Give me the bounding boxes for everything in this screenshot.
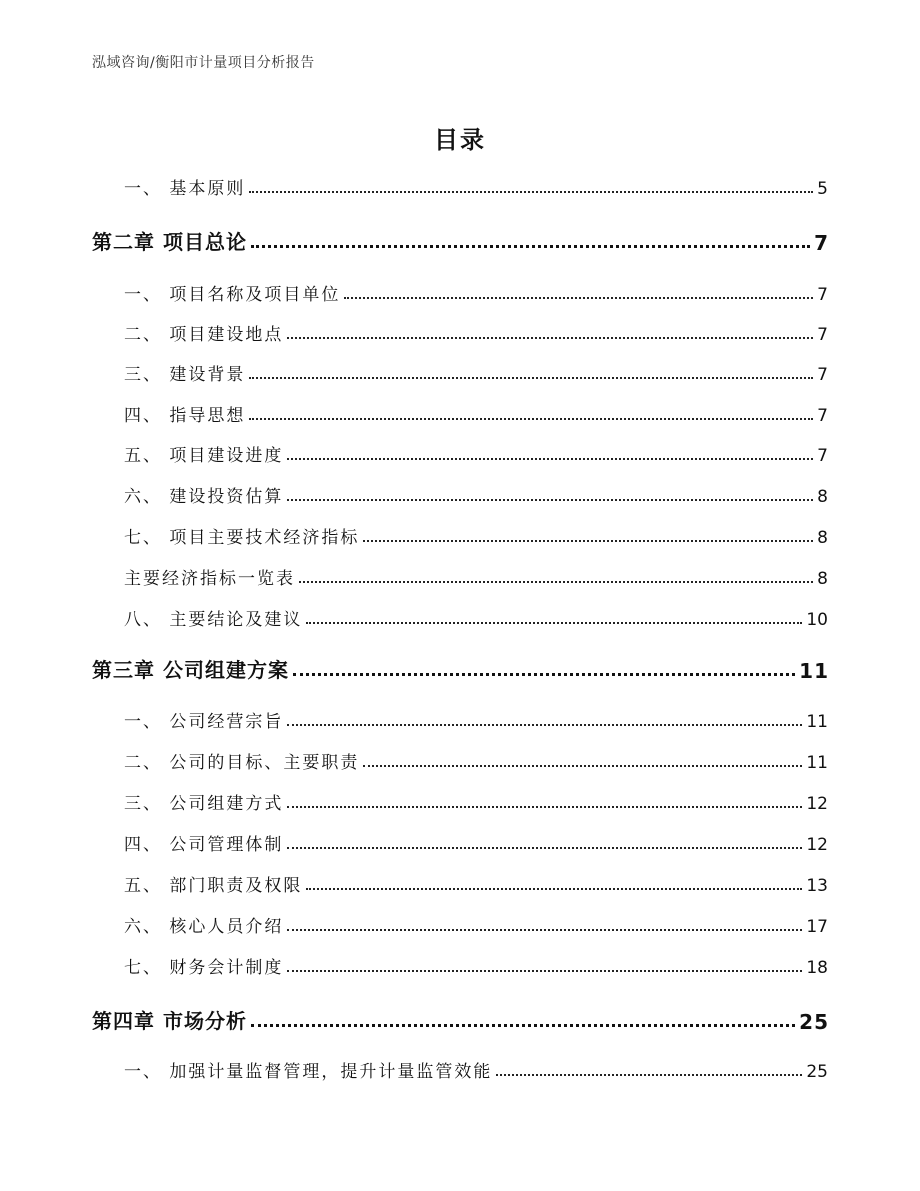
toc-entry-page: 7 — [817, 365, 828, 385]
toc-entry-page: 12 — [806, 835, 828, 855]
toc-leader-dots — [249, 418, 813, 420]
toc-entry-label: 五、 项目建设进度 — [124, 446, 284, 466]
toc-chapter-entry[interactable] — [92, 1005, 829, 1034]
toc-entry[interactable] — [124, 789, 828, 814]
toc-entry-label: 第三章 公司组建方案 — [92, 658, 289, 682]
toc-entry-label: 二、 公司的目标、主要职责 — [124, 753, 360, 773]
toc-entry-page: 8 — [817, 487, 828, 507]
toc-entry-label: 一、 加强计量监督管理，提升计量监管效能 — [124, 1062, 493, 1082]
toc-leader-dots — [287, 724, 802, 726]
toc-entry[interactable] — [124, 360, 828, 385]
toc-leader-dots — [299, 581, 813, 583]
toc-entry-label: 三、 建设背景 — [124, 365, 246, 385]
toc-leader-dots — [496, 1074, 802, 1076]
toc-leader-dots — [287, 847, 802, 849]
toc-entry-label: 第二章 项目总论 — [92, 230, 247, 254]
toc-entry-label: 一、 公司经营宗旨 — [124, 712, 284, 732]
toc-entry-page: 11 — [806, 712, 828, 732]
toc-entry-page: 17 — [806, 917, 828, 937]
toc-entry-page: 7 — [817, 285, 828, 305]
toc-entry[interactable] — [124, 401, 828, 426]
toc-leader-dots — [293, 673, 795, 676]
toc-leader-dots — [249, 377, 813, 379]
toc-entry-label: 七、 项目主要技术经济指标 — [124, 528, 360, 548]
toc-leader-dots — [287, 337, 813, 339]
toc-leader-dots — [287, 806, 802, 808]
toc-entry-page: 11 — [799, 659, 829, 683]
toc-entry-page: 7 — [817, 446, 828, 466]
toc-leader-dots — [287, 970, 802, 972]
toc-title: 目录 — [434, 126, 486, 154]
toc-entry-page: 12 — [806, 794, 828, 814]
toc-entry[interactable] — [124, 953, 828, 978]
toc-entry-label: 八、 主要结论及建议 — [124, 610, 303, 630]
toc-entry-label: 第四章 市场分析 — [92, 1009, 247, 1033]
toc-entry-label: 三、 公司组建方式 — [124, 794, 284, 814]
toc-leader-dots — [251, 1024, 795, 1027]
toc-entry[interactable] — [124, 748, 828, 773]
toc-entry-page: 5 — [817, 179, 828, 199]
toc-entry-page: 8 — [817, 569, 828, 589]
toc-chapter-entry[interactable] — [92, 654, 829, 683]
toc-entry[interactable] — [124, 280, 828, 305]
toc-leader-dots — [363, 540, 813, 542]
toc-entry-page: 25 — [799, 1010, 829, 1034]
toc-entry[interactable] — [124, 320, 828, 345]
toc-entry-label: 四、 公司管理体制 — [124, 835, 284, 855]
toc-entry-label: 七、 财务会计制度 — [124, 958, 284, 978]
toc-entry-label: 一、 项目名称及项目单位 — [124, 285, 341, 305]
toc-entry-page: 7 — [817, 406, 828, 426]
toc-entry[interactable] — [124, 871, 828, 896]
toc-entry-page: 7 — [817, 325, 828, 345]
toc-leader-dots — [287, 499, 813, 501]
toc-leader-dots — [287, 929, 802, 931]
toc-entry[interactable] — [124, 707, 828, 732]
toc-leader-dots — [306, 622, 802, 624]
toc-entry[interactable] — [124, 1057, 828, 1082]
toc-entry-label: 六、 核心人员介绍 — [124, 917, 284, 937]
toc-entry-label: 五、 部门职责及权限 — [124, 876, 303, 896]
running-header: 泓域咨询/衡阳市计量项目分析报告 — [92, 55, 315, 71]
toc-entry-page: 8 — [817, 528, 828, 548]
toc-entry-label: 六、 建设投资估算 — [124, 487, 284, 507]
toc-entry-label: 四、 指导思想 — [124, 406, 246, 426]
toc-entry-page: 7 — [814, 231, 829, 255]
toc-leader-dots — [363, 765, 802, 767]
toc-entry[interactable] — [124, 174, 828, 199]
toc-entry[interactable] — [124, 523, 828, 548]
toc-leader-dots — [251, 245, 810, 248]
toc-entry-page: 10 — [806, 610, 828, 630]
toc-entry-page: 18 — [806, 958, 828, 978]
toc-entry-page: 25 — [806, 1062, 828, 1082]
toc-entry-label: 主要经济指标一览表 — [124, 569, 295, 589]
toc-entry[interactable] — [124, 830, 828, 855]
toc-entry-label: 一、 基本原则 — [124, 179, 246, 199]
toc-entry[interactable] — [124, 564, 828, 589]
toc-leader-dots — [287, 458, 813, 460]
toc-entry[interactable] — [124, 441, 828, 466]
toc-entry-label: 二、 项目建设地点 — [124, 325, 284, 345]
toc-entry-page: 11 — [806, 753, 828, 773]
toc-entry-page: 13 — [806, 876, 828, 896]
toc-entry[interactable] — [124, 482, 828, 507]
toc-leader-dots — [306, 888, 802, 890]
toc-chapter-entry[interactable] — [92, 226, 829, 255]
toc-leader-dots — [249, 191, 813, 193]
toc-entry[interactable] — [124, 605, 828, 630]
toc-entry[interactable] — [124, 912, 828, 937]
toc-leader-dots — [344, 297, 813, 299]
